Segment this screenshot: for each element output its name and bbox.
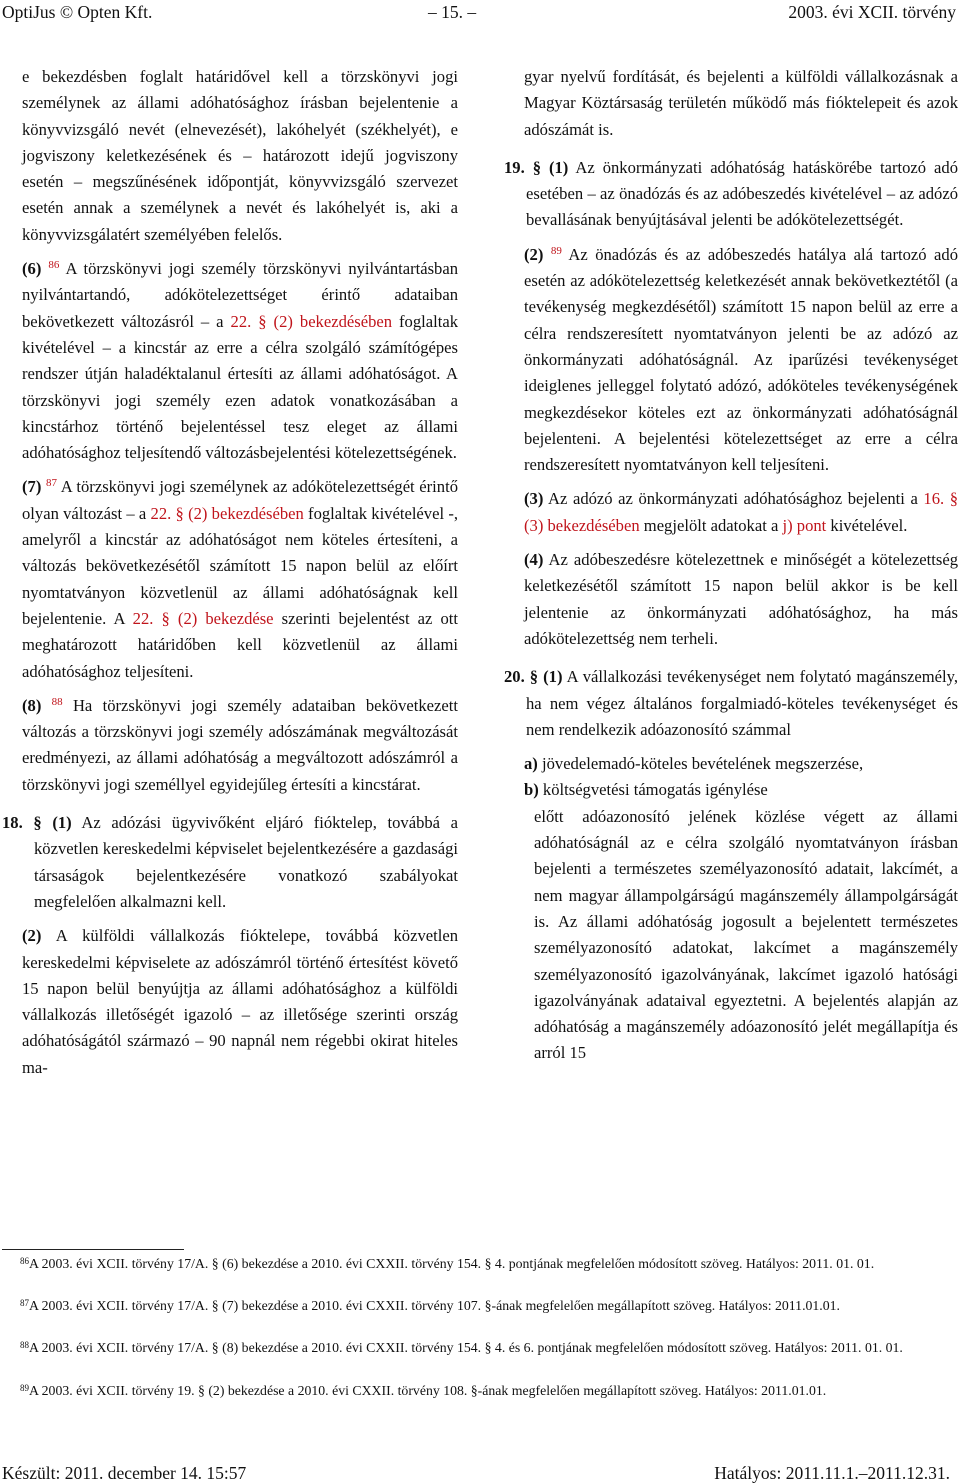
paragraph-number: (2) xyxy=(22,926,42,946)
header-publisher: OptiJus © Opten Kft. xyxy=(2,2,153,22)
footnote-88 xyxy=(2,1338,957,1357)
text: Az önkormányzati adóhatóság hatáskörébe tartozó adó esetében – az önadózás és az adóbeszedés kivételével – az adózó bevallásának benyújtásával jelenti be adókötelezettségét. xyxy=(526,157,958,230)
footnote-number: 88 xyxy=(20,1340,29,1350)
section-sign: § xyxy=(529,667,539,687)
text: A vállalkozási tevékenységet nem folytató magánszemély, ha nem végez általános forgalmiadó-köteles tevékenységet és nem rendelkezik adóazonosító számmal xyxy=(526,667,959,739)
text: megjelölt adatokat a xyxy=(639,515,783,535)
footnote-text: A 2003. évi XCII. törvény 17/A. § (6) bekezdése a 2010. évi CXXII. törvény 154. § 4. pontjának megfelelően módosított szöveg. Hatályos: 2011. 01. 01. xyxy=(29,1256,875,1271)
text: Az adóbeszedésre kötelezettnek e minőségét a kötelezettség keletkezésétől számított 15 napon belül akkor is be kell jelentenie az önkormányzati adóhatósághoz, ha más adókötelezettség nem terheli. xyxy=(524,550,958,648)
right-column xyxy=(504,64,958,1067)
point-label: b) xyxy=(524,780,539,800)
paragraph-number: (1) xyxy=(52,813,72,833)
link-section-22[interactable]: 22. xyxy=(230,311,252,331)
point-label: a) xyxy=(524,754,538,774)
point-text: jövedelemadó-köteles bevételének megszerzése, xyxy=(541,754,864,774)
paragraph-number: (8) xyxy=(22,695,42,715)
link-section-22[interactable]: 22. xyxy=(150,503,172,523)
footnote-87 xyxy=(2,1296,957,1315)
footnote-ref-88[interactable]: 88 xyxy=(51,695,63,708)
section-18-paragraph-2 xyxy=(2,923,458,1081)
footnote-text: A 2003. évi XCII. törvény 19. § (2) bekezdése a 2010. évi CXXII. törvény 108. §-ának megfelelően megállapított szöveg. Hatályos: 2011.01.01. xyxy=(29,1383,827,1398)
section-20-points xyxy=(504,751,958,804)
header-law-title: 2003. évi XCII. törvény xyxy=(788,2,956,22)
section-sign: § xyxy=(532,157,542,177)
paragraph-number: (7) xyxy=(22,477,42,497)
link-section-22[interactable]: 22. xyxy=(132,608,154,628)
text: A törzskönyvi jogi személy törzskönyvi nyilvántartásban nyilvántartandó, adókötelezettséget érintő adataiban bekövetkezett változásról – a xyxy=(22,259,459,331)
paragraph-number: (6) xyxy=(22,259,42,279)
text xyxy=(153,609,161,628)
paragraph-6 xyxy=(2,256,458,466)
section-20 xyxy=(504,664,958,743)
header-page-number: – 15. – xyxy=(428,2,477,22)
paragraph-number: (2) xyxy=(524,244,544,264)
section-number: 19. xyxy=(504,157,525,177)
text: Az adózási ügyvivőként eljáró fióktelep, továbbá a közvetlen kereskedelmi képviselet bejelentkezésére a gazdasági társaságok bejelentkezésére vonatkozó szabályokat megfelelően alkalmazni kell. xyxy=(34,813,459,911)
section-sign: § xyxy=(33,813,42,833)
paragraph-number: (1) xyxy=(548,157,569,177)
paragraph-number: (4) xyxy=(524,550,544,570)
paragraph-7 xyxy=(2,474,458,684)
text: A törzskönyvi jogi személynek az adókötelezettségét érintő olyan változást – a xyxy=(22,477,458,523)
footnote-number: 89 xyxy=(20,1383,29,1393)
section-20-continuation: előtt adóazonosító jelének közlése végett az állami adóhatóságnál az e célra szolgáló nyomtatványon írásban bejelenti a természetes személyazonosító adatait, lakcímét, a nem magyar állampolgárságú magánszemély állampolgárságát is. Az állami adóhatóság jogosult a bejelentett természetes személyazonosító adatokat, lakcímet a magánszemély személyazonosító igazolványának, lakcímet igazoló hatósági igazolványának adataival egyeztetni. A bejelentés alapján az adóhatóság a magánszemély adóazonosító jelét megállapítja és arról 15 xyxy=(534,806,958,1063)
footnote-ref-87[interactable]: 87 xyxy=(45,477,57,490)
page-header xyxy=(0,2,960,26)
footnote-89 xyxy=(2,1381,957,1400)
link-section-22-para-2[interactable]: § (2) bekezdésében xyxy=(175,503,304,523)
section-number: 18. xyxy=(2,813,23,833)
paragraph-number: (3) xyxy=(524,489,544,509)
section-19 xyxy=(504,155,958,234)
text: Az önadózás és az adóbeszedés hatálya alá tartozó adó esetén az adókötelezettség keletkezését annak bekövetkeztétől (a tevékenység megkezdésétől) számított 15 napon belül az erre a célra rendszeresített nyomtatványon jelenti be az adózó az önkormányzati adóhatóságnál. Az iparűzési tevékenységet ideiglenes jelleggel folytató adózó, adóköteles tevékenységének megkezdésekor köteles ezt az önkormányzati adóhatóságnál bejelenteni. A bejelentési kötelezettséget az erre a célra rendszeresített nyomtatványon kell teljesíteni. xyxy=(524,244,958,475)
footnote-divider xyxy=(2,1249,184,1250)
section-19-paragraph-2 xyxy=(504,242,958,479)
paragraph-number: (1) xyxy=(543,667,563,687)
footnote-ref-86[interactable]: 86 xyxy=(48,259,60,272)
section-19-paragraph-4 xyxy=(504,547,958,652)
paragraph-continuation: e bekezdésben foglalt határidővel kell a törzskönyvi jogi személynek az állami adóhatósághoz írásban bejelentenie a könyvvizsgáló nevét (elnevezését), lakóhelyét (székhelyét), e jogviszony keletkezésének és – határozott idejű jogviszony esetén – megszűnésének időpontját, könyvvizsgáló szervezet esetén annak a személynek a nevét és lakóhelyét is, aki a könyvvizsgálatért személyében felelős. xyxy=(22,67,458,244)
link-point-j[interactable]: j) pont xyxy=(782,515,827,535)
text: foglaltak kivételével – a kincstár az erre a célra szolgáló számítógépes rendszer útján haladéktalanul értesíti az állami adóhatóságot. A törzskönyvi jogi személy ezen adatok vonatkozásában a kincstárhoz történő bejelentéssel tesz eleget az állami adóhatósághoz teljesítendő változásbejelentési kötelezettségének. xyxy=(22,311,458,463)
text: szerinti bejelentést az ott meghatározott határidőben kell közvetlenül az állami adóhatósághoz teljesíteni. xyxy=(22,608,459,681)
section-number: 20. xyxy=(504,667,525,687)
footnote-number: 86 xyxy=(20,1256,29,1266)
link-section-16[interactable]: 16. xyxy=(923,489,945,509)
footnote-text: A 2003. évi XCII. törvény 17/A. § (7) bekezdése a 2010. évi CXXII. törvény 107. §-ának megfelelően megállapított szöveg. Hatályos: 2011.01.01. xyxy=(29,1298,841,1313)
footnote-86 xyxy=(2,1254,957,1273)
link-section-22-para-2[interactable]: § (2) bekezdésében xyxy=(258,311,393,331)
footnote-number: 87 xyxy=(20,1298,29,1308)
section-19-paragraph-3 xyxy=(504,486,958,539)
paragraph-8 xyxy=(2,693,458,798)
footer-validity: Hatályos: 2011.11.1.–2011.12.31. xyxy=(714,1463,950,1483)
text: Az adózó az önkormányzati adóhatósághoz bejelenti a xyxy=(548,489,924,509)
text: kivételével. xyxy=(826,515,908,535)
list-item xyxy=(504,777,958,803)
paragraph-continuation: gyar nyelvű fordítását, és bejelenti a külföldi vállalkozásnak a Magyar Köztársaság területén működő más fióktelepeit és azok adószámát is. xyxy=(524,67,958,139)
section-18 xyxy=(2,810,458,915)
point-text: költségvetési támogatás igénylése xyxy=(542,780,768,800)
text: foglaltak kivételével -, amelyről a kincstár az adóhatóságot nem köteles értesíteni, a változás bekövetkezésétől számított 15 napon belül az előírt nyomtatványon közvetlenül az állami adóhatóságnak kell bejelentenie. A xyxy=(22,503,458,628)
footer-created: Készült: 2011. december 14. 15:57 xyxy=(2,1463,247,1483)
footnote-ref-89[interactable]: 89 xyxy=(550,244,562,257)
text: A külföldi vállalkozás fióktelepe, továbbá közvetlen kereskedelmi képviselete az adószámról történő értesítést követő 15 napon belül benyújtja az állami adóhatósághoz a külföldi vállalkozás illetőségét igazoló – az illetősége szerinti ország adóhatóságától származó – 90 napnál nem régebbi okirat hiteles ma- xyxy=(22,926,458,1077)
link-section-16-para-3[interactable]: § (3) bekezdésében xyxy=(524,489,959,535)
footnote-text: A 2003. évi XCII. törvény 17/A. § (8) bekezdése a 2010. évi CXXII. törvény 154. § 4. és 6. pontjának megfelelően módosított szöveg. Hatályos: 2011. 01. 01. xyxy=(29,1340,903,1355)
list-item xyxy=(504,751,958,777)
text: Ha törzskönyvi jogi személy adataiban bekövetkezett változás a törzskönyvi jogi személy adószámának megváltozását eredményezi, az állami adóhatóság a megváltozott adószámról a törzskönyvi jogi személlyel egyidejűleg értesíti a kincstárat. xyxy=(22,695,458,794)
link-section-22-para-2[interactable]: § (2) bekezdése xyxy=(161,608,274,628)
left-column xyxy=(2,64,458,1081)
